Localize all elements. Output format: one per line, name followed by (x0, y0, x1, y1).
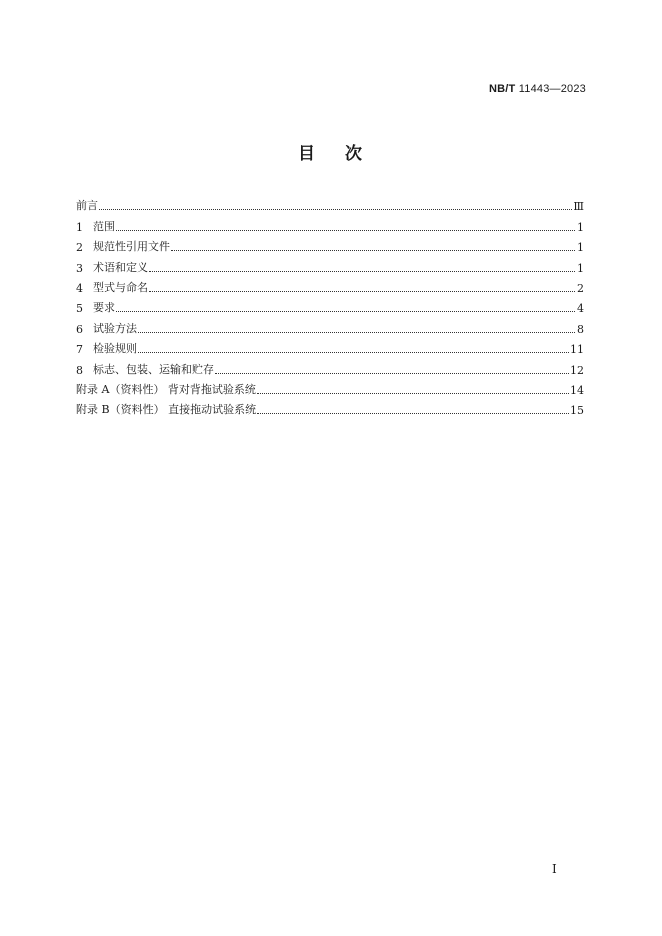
toc-entry-1[interactable] (76, 213, 584, 233)
toc-label: 前言 (76, 199, 98, 213)
toc-label: 标志、包装、运输和贮存 (93, 362, 214, 376)
toc-page: 1 (577, 220, 584, 234)
standard-code (489, 83, 586, 95)
toc-entry-appendix-b[interactable] (76, 397, 584, 417)
toc-leader-dots (116, 311, 575, 312)
toc-leader-dots (171, 250, 575, 251)
toc-page: 11 (570, 343, 584, 357)
toc-entry-foreword[interactable] (76, 193, 584, 213)
toc-page: 12 (570, 363, 584, 377)
toc-label: 试验方法 (93, 321, 137, 335)
toc-number: 5 (76, 302, 83, 316)
standard-prefix: NB/T (489, 83, 516, 95)
toc-number: 1 (76, 220, 83, 234)
toc-leader-dots (257, 413, 569, 414)
toc-entry-4[interactable] (76, 275, 584, 295)
toc-number: 7 (76, 343, 83, 357)
toc-label: 附录 A（资料性） 背对背拖试验系统 (76, 382, 256, 396)
toc-leader-dots (138, 332, 575, 333)
toc-leader-dots (149, 291, 575, 292)
toc-label: 范围 (93, 219, 115, 233)
standard-number: 11443—2023 (518, 83, 586, 95)
toc-leader-dots (138, 352, 569, 353)
toc-page: 8 (577, 322, 584, 336)
toc-page: 2 (577, 281, 584, 295)
toc-leader-dots (116, 230, 575, 231)
toc-entry-5[interactable] (76, 295, 584, 315)
toc-page: 1 (577, 261, 584, 275)
toc-entry-8[interactable] (76, 356, 584, 376)
toc-label: 术语和定义 (93, 260, 148, 274)
toc-label: 附录 B（资料性） 直接拖动试验系统 (76, 403, 257, 417)
toc-number: 2 (76, 241, 83, 255)
toc-label: 规范性引用文件 (93, 240, 170, 254)
toc-page: 15 (570, 404, 584, 418)
toc-page: Ⅲ (573, 200, 584, 214)
toc-page: 4 (577, 302, 584, 316)
toc-number: 3 (76, 261, 83, 275)
toc-page: 14 (570, 383, 584, 397)
toc-leader-dots (215, 373, 569, 374)
toc-entry-appendix-a[interactable] (76, 377, 584, 397)
toc-entry-2[interactable] (76, 234, 584, 254)
toc-entry-7[interactable] (76, 336, 584, 356)
toc-number: 4 (76, 281, 83, 295)
toc-leader-dots (149, 271, 575, 272)
toc-leader-dots (99, 209, 572, 210)
toc-entry-3[interactable] (76, 254, 584, 274)
toc-page: 1 (577, 241, 584, 255)
toc-leader-dots (257, 393, 569, 394)
toc-label: 型式与命名 (93, 280, 148, 294)
title-char-1: 目 (298, 144, 317, 164)
page-number: I (552, 862, 557, 876)
page-title (0, 139, 662, 164)
table-of-contents (76, 193, 584, 417)
toc-entry-6[interactable] (76, 315, 584, 335)
toc-label: 要求 (93, 301, 115, 315)
title-char-2: 次 (345, 144, 364, 164)
toc-number: 8 (76, 363, 83, 377)
toc-number: 6 (76, 322, 83, 336)
toc-label: 检验规则 (93, 342, 137, 356)
